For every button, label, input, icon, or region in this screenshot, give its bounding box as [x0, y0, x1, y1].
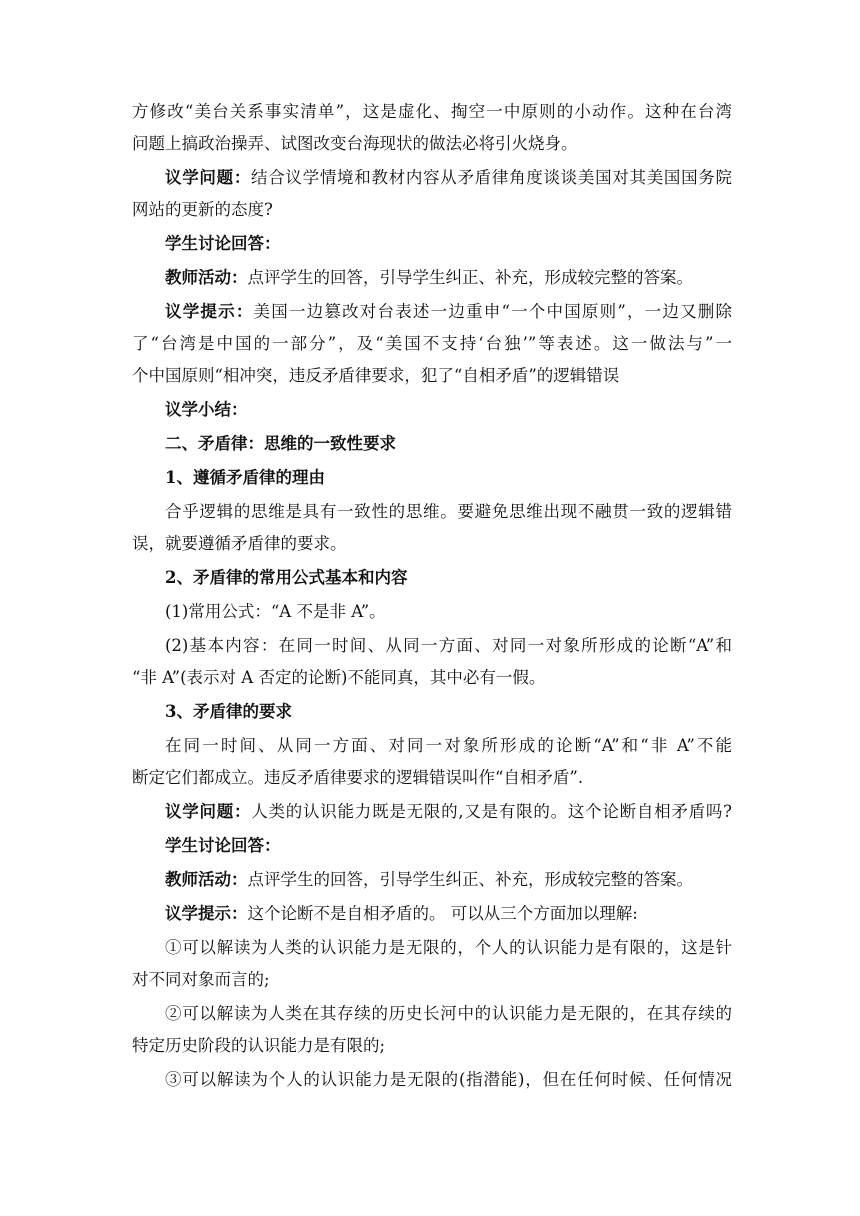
question-text: 人类的认识能力既是无限的,又是有限的。这个论断自相矛盾吗? [251, 802, 733, 821]
paragraph-line: 个中国原则“相冲突，违反矛盾律要求，犯了“自相矛盾”的逻辑错误 [132, 366, 620, 385]
question-label: 议学问题： [165, 802, 252, 821]
teacher-activity-line [132, 864, 732, 896]
paragraph-line: 问题上搞政治操弄、试图改变台海现状的做法必将引火烧身。 [132, 134, 578, 153]
question-label: 议学问题： [165, 168, 252, 187]
teacher-activity-line [132, 262, 732, 294]
paragraph-line: 网站的更新的态度? [132, 200, 273, 219]
teacher-activity-label: 教师活动： [165, 870, 248, 889]
discussion-heading: 学生讨论回答： [165, 234, 281, 253]
subsection-heading: 2、矛盾律的常用公式基本和内容 [165, 568, 408, 587]
teacher-activity-label: 教师活动： [165, 268, 248, 287]
question-line [132, 796, 732, 828]
paragraph-line: “非 A”(表示对 A 否定的论断)不能同真，其中必有一假。 [132, 668, 546, 687]
list-item: ③可以解读为个人的认识能力是无限的(指潜能)，但在任何时候、任何情况 [165, 1070, 732, 1089]
paragraph-line: (1)常用公式：“A 不是非 A”。 [165, 602, 386, 621]
paragraph-line: 断定它们都成立。违反矛盾律要求的逻辑错误叫作“自相矛盾”. [132, 768, 584, 787]
question-text: 结合议学情境和教材内容从矛盾律角度谈谈美国对其美国国务院 [251, 168, 732, 187]
hint-line [132, 898, 732, 930]
teacher-activity-text: 点评学生的回答，引导学生纠正、补充，形成较完整的答案。 [247, 870, 693, 889]
discussion-heading: 学生讨论回答： [165, 836, 281, 855]
paragraph-line: 特定历史阶段的认识能力是有限的; [132, 1036, 386, 1055]
hint-line [132, 296, 732, 328]
hint-label: 议学提示： [165, 302, 254, 321]
paragraph-line: 合乎逻辑的思维是具有一致性的思维。要避免思维出现不融贯一致的逻辑错 [165, 502, 732, 521]
list-item: ②可以解读为人类在其存续的历史长河中的认识能力是无限的，在其存续的 [165, 1004, 732, 1023]
paragraph-line: 了“台湾是中国的一部分”，及“美国不支持‘台独’”等表述。这一做法与”一 [132, 334, 732, 353]
paragraph-line: 误，就要遵循矛盾律的要求。 [132, 534, 347, 553]
question-line [132, 162, 732, 194]
hint-label: 议学提示： [165, 904, 248, 923]
summary-heading: 议学小结： [165, 400, 248, 419]
section-heading: 二、矛盾律：思维的一致性要求 [165, 434, 396, 453]
subsection-heading: 1、遵循矛盾律的理由 [165, 468, 325, 487]
paragraph-line: 方修改“美台关系事实清单”，这是虚化、掏空一中原则的小动作。这种在台湾 [132, 102, 732, 121]
subsection-heading: 3、矛盾律的要求 [165, 702, 292, 721]
list-item: ①可以解读为人类的认识能力是无限的，个人的认识能力是有限的，这是针 [165, 938, 732, 957]
teacher-activity-text: 点评学生的回答，引导学生纠正、补充，形成较完整的答案。 [247, 268, 693, 287]
hint-text: 这个论断不是自相矛盾的。 可以从三个方面加以理解: [247, 904, 638, 923]
paragraph-line: (2)基本内容：在同一时间、从同一方面、对同一对象所形成的论断“A”和 [165, 636, 732, 655]
paragraph-line: 在同一时间、从同一方面、对同一对象所形成的论断“A”和“非 A”不能 [165, 736, 732, 755]
hint-text: 美国一边篡改对台表述一边重申“一个中国原则”，一边又删除 [253, 302, 733, 321]
paragraph-line: 对不同对象而言的; [132, 970, 270, 989]
